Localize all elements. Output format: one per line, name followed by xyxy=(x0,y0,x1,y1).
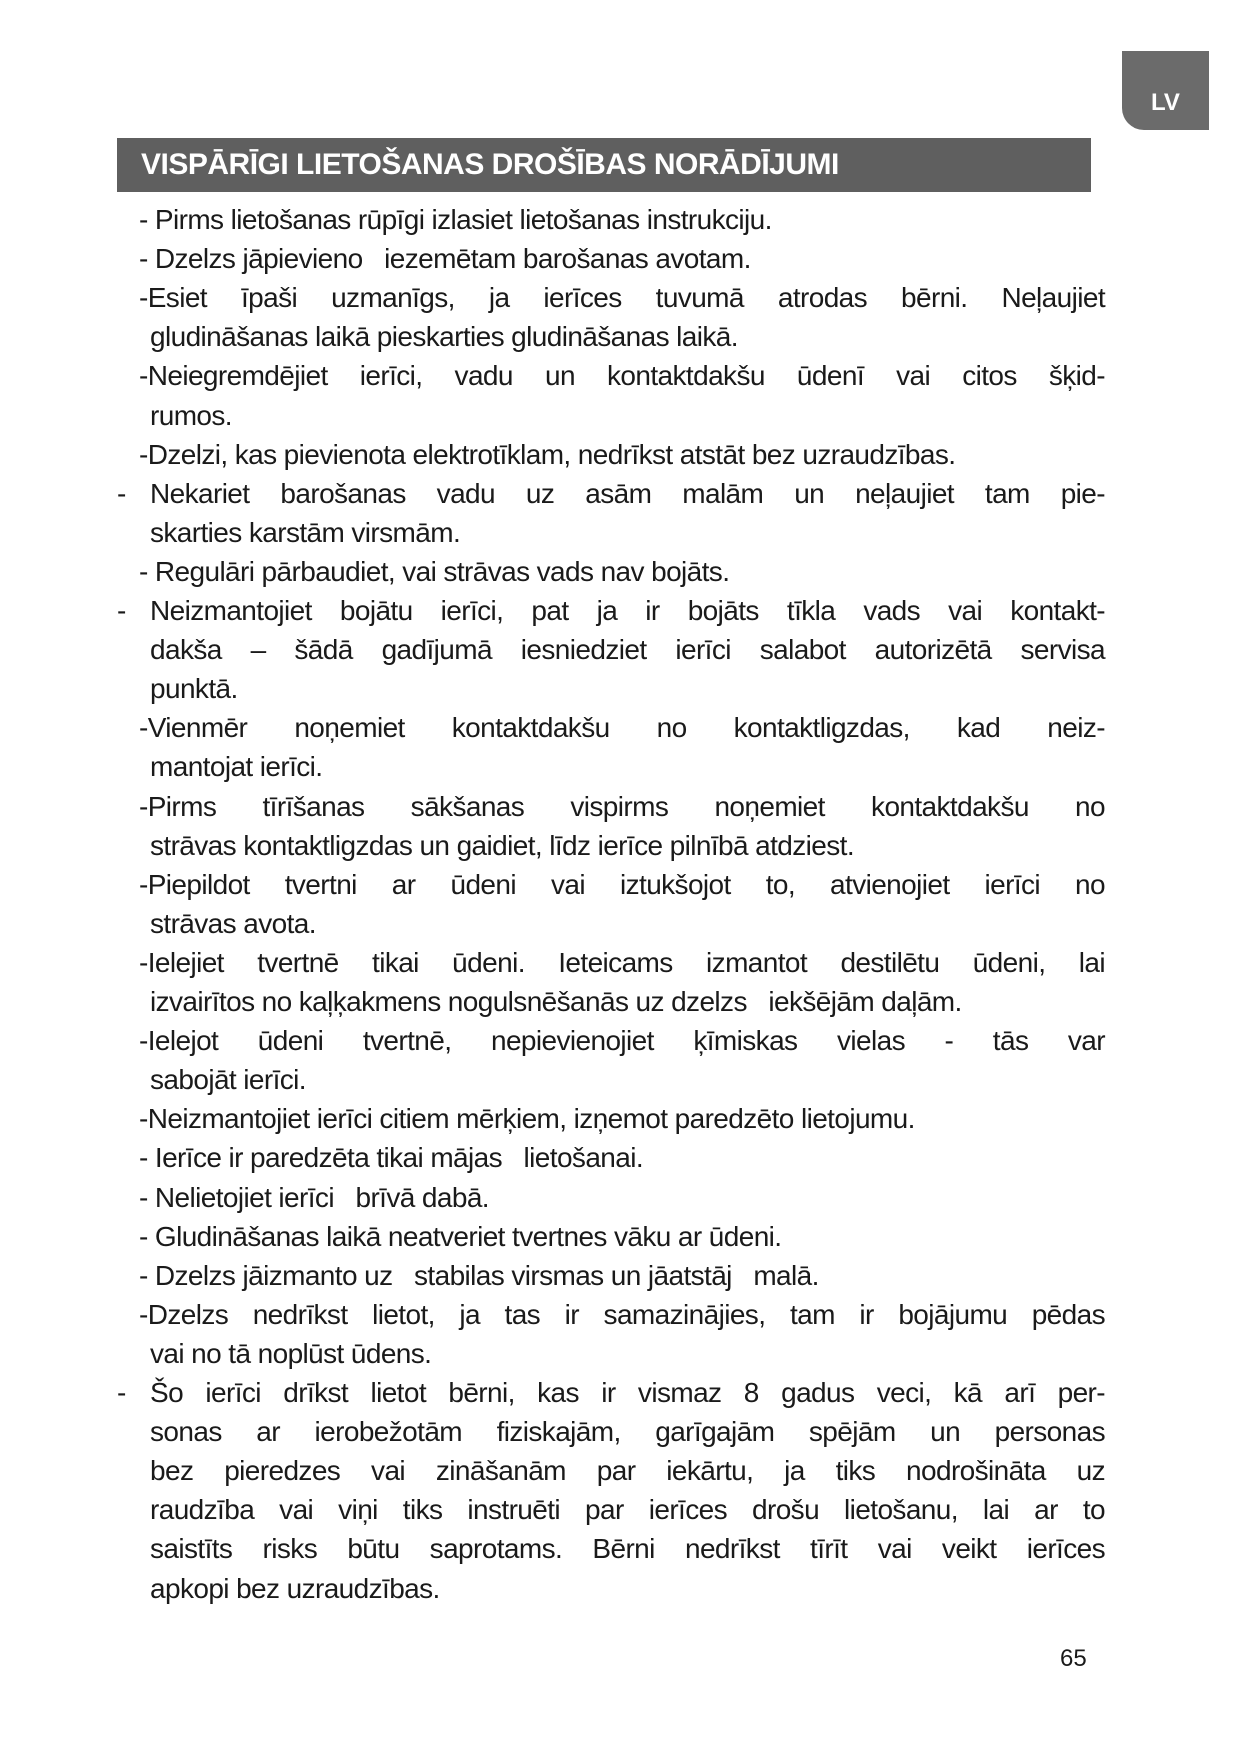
list-item-line: -Dzelzi, kas pievienota elektrotīklam, nedrīkst atstāt bez uzraudzības. xyxy=(139,438,956,470)
list-item-line: - Ierīce ir paredzēta tikai mājas lietošanai. xyxy=(139,1142,644,1174)
list-item-line: sonas ar ierobežotām fiziskajām, garīgajām spējām un personas xyxy=(150,1416,1105,1448)
list-item-line: apkopi bez uzraudzības. xyxy=(150,1572,440,1604)
list-item-line: -Pirms tīrīšanas sākšanas vispirms noņemiet kontaktdakšu no xyxy=(139,790,1105,822)
list-item-line: -Ielejiet tvertnē tikai ūdeni. Ieteicams izmantot destilētu ūdeni, lai xyxy=(139,946,1105,978)
list-item-line: -Neizmantojiet ierīci citiem mērķiem, izņemot paredzēto lietojumu. xyxy=(139,1103,915,1135)
list-item-line: punktā. xyxy=(150,673,238,705)
list-item-line: mantojat ierīci. xyxy=(150,751,323,783)
bullet-dash: - xyxy=(117,477,127,509)
list-item-line: dakša – šādā gadījumā iesniedziet ierīci salabot autorizētā servisa xyxy=(150,634,1105,666)
list-item-line: -Ielejot ūdeni tvertnē, nepievienojiet ķīmiskas vielas - tās var xyxy=(139,1025,1105,1057)
list-item-line: saistīts risks būtu saprotams. Bērni nedrīkst tīrīt vai veikt ierīces xyxy=(150,1533,1105,1565)
list-item-line: - Nelietojiet ierīci brīvā dabā. xyxy=(139,1181,489,1213)
list-item-line: raudzība vai viņi tiks instruēti par ierīces drošu lietošanu, lai ar to xyxy=(150,1494,1105,1526)
list-item-line: Šo ierīci drīkst lietot bērni, kas ir vismaz 8 gadus veci, kā arī per- xyxy=(150,1377,1105,1408)
list-item-line: -Esiet īpaši uzmanīgs, ja ierīces tuvumā atrodas bērni. Neļaujiet xyxy=(139,282,1105,314)
list-item-line: -Dzelzs nedrīkst lietot, ja tas ir samazinājies, tam ir bojājumu pēdas xyxy=(139,1298,1105,1330)
list-item-line: strāvas avota. xyxy=(150,907,316,939)
list-item-line: Nekariet barošanas vadu uz asām malām un neļaujiet tam pie- xyxy=(150,477,1105,509)
list-item-line: - Dzelzs jāpievieno iezemētam barošanas avotam. xyxy=(139,243,751,275)
list-item-line: skarties karstām virsmām. xyxy=(150,516,461,548)
list-item-line: izvairītos no kaļķakmens nogulsnēšanās uz dzelzs iekšējām daļām. xyxy=(150,986,962,1017)
list-item-line: vai no tā noplūst ūdens. xyxy=(150,1337,432,1369)
list-item-line: -Neiegremdējiet ierīci, vadu un kontaktdakšu ūdenī vai citos šķid- xyxy=(139,360,1105,392)
language-tab: LV xyxy=(1122,51,1209,130)
list-item-line: - Pirms lietošanas rūpīgi izlasiet lietošanas instrukciju. xyxy=(139,204,772,235)
list-item-line: strāvas kontaktligzdas un gaidiet, līdz ierīce pilnībā atdziest. xyxy=(150,829,854,861)
list-item-line: Neizmantojiet bojātu ierīci, pat ja ir bojāts tīkla vads vai kontakt- xyxy=(150,595,1105,626)
list-item-line: - Dzelzs jāizmanto uz stabilas virsmas un jāatstāj malā. xyxy=(139,1259,819,1291)
section-title: VISPĀRĪGI LIETOŠANAS DROŠĪBAS NORĀDĪJUMI xyxy=(117,138,1091,192)
list-item-line: rumos. xyxy=(150,399,232,431)
list-item-line: -Vienmēr noņemiet kontaktdakšu no kontaktligzdas, kad neiz- xyxy=(139,712,1105,744)
bullet-dash: - xyxy=(117,595,127,626)
page-number: 65 xyxy=(1060,1645,1087,1672)
list-item-line: gludināšanas laikā pieskarties gludināšanas laikā. xyxy=(150,321,738,353)
list-item-line: - Regulāri pārbaudiet, vai strāvas vads nav bojāts. xyxy=(139,555,730,587)
list-item-line: bez pieredzes vai zināšanām par iekārtu, ja tiks nodrošināta uz xyxy=(150,1455,1105,1487)
list-item-line: sabojāt ierīci. xyxy=(150,1064,306,1096)
list-item-line: - Gludināšanas laikā neatveriet tvertnes vāku ar ūdeni. xyxy=(139,1220,782,1252)
bullet-dash: - xyxy=(117,1377,127,1408)
list-item-line: -Piepildot tvertni ar ūdeni vai iztukšojot to, atvienojiet ierīci no xyxy=(139,868,1105,900)
